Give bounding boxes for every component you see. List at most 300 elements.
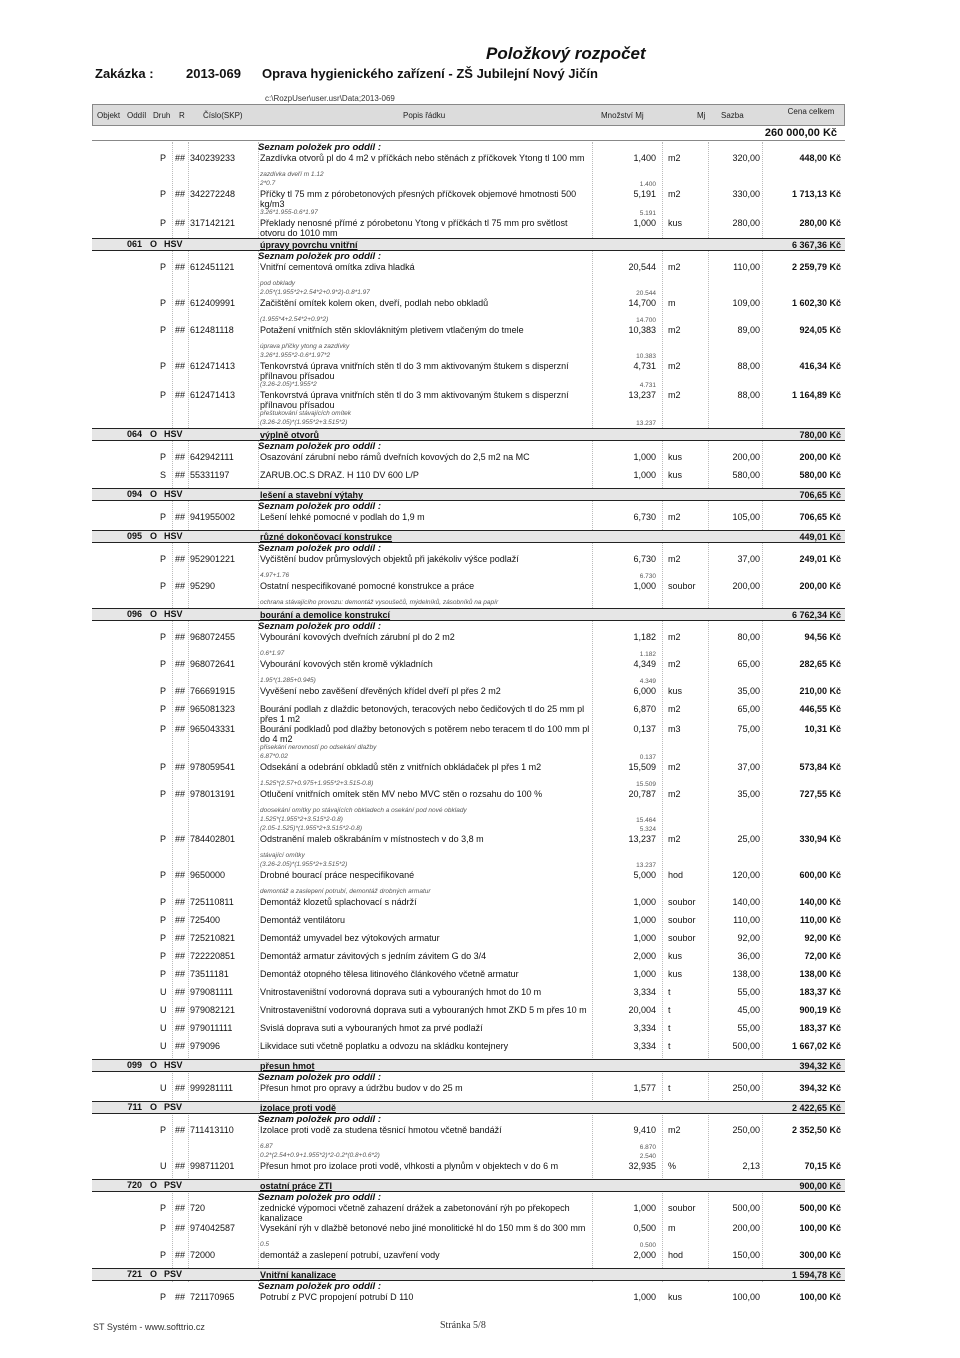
calc-row — [92, 650, 845, 659]
calc-note: přisekání nerovností po odsekání dlažby — [260, 744, 377, 751]
col-mnozstvi: Množství Mj — [601, 111, 644, 120]
calc-quantity: 13.237 — [636, 862, 656, 869]
row-mark: ## — [175, 933, 186, 943]
row-mark: ## — [175, 969, 186, 979]
row-rate: 200,00 — [732, 581, 760, 591]
section-total: 449,01 Kč — [799, 532, 841, 542]
row-mark: ## — [175, 1223, 186, 1233]
row-code: 73511181 — [190, 969, 229, 979]
table-row — [92, 724, 845, 744]
row-mark: ## — [175, 659, 186, 669]
calc-row — [92, 381, 845, 390]
row-unit: m2 — [668, 762, 681, 772]
row-quantity: 20,004 — [628, 1005, 656, 1015]
row-type: P — [160, 390, 167, 400]
row-quantity: 4,349 — [633, 659, 656, 669]
row-description: Překlady nenosné přímé z pórobetonu Ytong v příčkách tl 75 mm pro světlost otvoru do 1010 mm — [260, 218, 568, 238]
row-code: 999281111 — [190, 1083, 234, 1093]
col-cislo: Číslo(SKP) — [203, 111, 243, 120]
section-code: 711 — [127, 1102, 142, 1112]
row-unit: m2 — [668, 704, 681, 714]
row-code: 725210821 — [190, 933, 236, 943]
row-quantity: 32,935 — [628, 1161, 656, 1171]
row-code: 612471413 — [190, 390, 236, 400]
calc-quantity: 15.464 — [636, 817, 656, 824]
calc-quantity: 10.383 — [636, 353, 656, 360]
grand-total: 260 000,00 Kč — [764, 127, 837, 139]
row-quantity: 15,509 — [628, 762, 656, 772]
row-code: 317142121 — [190, 218, 236, 228]
row-type: P — [160, 789, 167, 799]
calc-note: (1.955*4+2.54*2+0.9*2) — [260, 316, 329, 323]
row-unit: m2 — [668, 659, 681, 669]
calc-quantity: 1.400 — [639, 181, 656, 188]
row-code: 979096 — [190, 1041, 221, 1051]
table-row — [92, 361, 845, 381]
row-price: 138,00 Kč — [799, 969, 841, 979]
row-description: Bourání podlah z dlaždic betonových, teracových nebo čedičových tl do 25 mm pl přes 1 m2 — [260, 704, 585, 724]
table-row — [92, 789, 845, 807]
row-code: 721170965 — [190, 1292, 235, 1302]
calc-quantity: 14.700 — [636, 317, 656, 324]
row-rate: 280,00 — [732, 218, 760, 228]
row-price: 1 164,89 Kč — [791, 390, 841, 400]
calc-row — [92, 180, 845, 189]
row-unit: soubor — [668, 897, 696, 907]
row-mark: ## — [175, 390, 186, 400]
row-unit: m2 — [668, 390, 681, 400]
table-row — [92, 834, 845, 852]
row-quantity: 4,731 — [633, 361, 656, 371]
table-row — [92, 153, 845, 171]
table-row — [92, 452, 845, 470]
row-quantity: 3,334 — [633, 1041, 656, 1051]
section-list-heading — [92, 501, 845, 512]
row-description: Bourání podkladů pod dlažby betonových s potěrem nebo teracem tl do 100 mm pl do 4 m2 — [260, 724, 590, 744]
row-quantity: 1,000 — [633, 969, 656, 979]
calc-row — [92, 343, 845, 352]
calc-note: doosekání omítky po stávajících obkladech a osekání pod nové obklady — [260, 807, 467, 814]
row-type: U — [160, 1083, 167, 1093]
row-mark: ## — [175, 452, 186, 462]
row-description: demontáž a zaslepení potrubí, uzavření vody — [260, 1250, 440, 1260]
row-type: U — [160, 1041, 167, 1051]
section-type: O — [150, 1180, 158, 1190]
row-price: 446,55 Kč — [799, 704, 841, 714]
row-unit: m2 — [668, 361, 681, 371]
section-type: O — [150, 429, 158, 439]
row-unit: kus — [668, 686, 683, 696]
calc-row — [92, 744, 845, 753]
row-code: 725400 — [190, 915, 221, 925]
section-row — [92, 1179, 845, 1192]
row-unit: kus — [668, 1292, 683, 1302]
row-type: P — [160, 452, 167, 462]
row-mark: ## — [175, 554, 186, 564]
row-price: 10,31 Kč — [804, 724, 841, 734]
row-rate: 89,00 — [737, 325, 760, 335]
section-total: 394,32 Kč — [799, 1061, 841, 1071]
row-mark: ## — [175, 153, 186, 163]
row-code: 612409991 — [190, 298, 236, 308]
row-rate: 200,00 — [732, 1223, 760, 1233]
row-description: Osazování zárubní nebo rámů dveřních kovových do 2,5 m2 na MC — [260, 452, 530, 462]
row-mark: ## — [175, 704, 186, 714]
section-name: ostatní práce ZTI — [260, 1181, 333, 1191]
section-list-heading — [92, 441, 845, 452]
calc-row — [92, 888, 845, 897]
row-code: 968072455 — [190, 632, 236, 642]
calc-row — [92, 1152, 845, 1161]
row-price: 394,32 Kč — [799, 1083, 841, 1093]
row-description: Drobné bourací práce nespecifikované — [260, 870, 415, 880]
row-mark: ## — [175, 1005, 186, 1015]
calc-note: přeštukování stávajících omítek — [260, 410, 352, 417]
calc-note: 3.26*1.955-0.6*1.97 — [260, 209, 318, 216]
row-type: U — [160, 987, 167, 997]
section-category: HSV — [164, 1060, 183, 1070]
row-mark: ## — [175, 581, 186, 591]
table-row — [92, 632, 845, 650]
row-quantity: 1,000 — [633, 915, 656, 925]
calc-quantity: 6.730 — [639, 573, 656, 580]
row-mark: ## — [175, 218, 186, 228]
row-price: 2 352,50 Kč — [791, 1125, 841, 1135]
row-code: 766691915 — [190, 686, 236, 696]
row-price: 2 259,79 Kč — [791, 262, 841, 272]
section-name: výplně otvorů — [260, 430, 320, 440]
section-category: HSV — [164, 531, 183, 541]
section-type: O — [150, 1269, 158, 1279]
row-description: Demontáž otopného tělesa litinového článkového včetně armatur — [260, 969, 519, 979]
section-list-heading — [92, 1281, 845, 1292]
row-quantity: 1,000 — [633, 452, 656, 462]
row-description: Lešení lehké pomocné v podlah do 1,9 m — [260, 512, 425, 522]
calc-row — [92, 316, 845, 325]
row-unit: m3 — [668, 724, 681, 734]
row-unit: hod — [668, 1250, 684, 1260]
calc-row — [92, 807, 845, 816]
row-rate: 250,00 — [732, 1083, 760, 1093]
calc-note: 6.87 — [260, 1143, 273, 1150]
section-list-title: Seznam položek pro oddíl : — [258, 1114, 381, 1125]
calc-note: 0.2*(2.54+0.9+1.955*2)*2-0.2*(0.8+0.6*2) — [260, 1152, 380, 1159]
section-total: 706,65 Kč — [799, 490, 841, 500]
table-row — [92, 987, 845, 1005]
row-quantity: 6,000 — [633, 686, 656, 696]
row-unit: % — [668, 1161, 677, 1171]
table-row — [92, 1023, 845, 1041]
row-code: 55331197 — [190, 470, 230, 480]
column-header — [92, 104, 845, 126]
row-code: 612471413 — [190, 361, 236, 371]
calc-note: (3.26-2.05)*1.955*2 — [260, 381, 317, 388]
row-rate: 75,00 — [737, 724, 760, 734]
row-quantity: 6,730 — [633, 512, 656, 522]
section-category: PSV — [164, 1102, 183, 1112]
row-unit: soubor — [668, 1203, 696, 1213]
row-type: P — [160, 686, 167, 696]
section-code: 720 — [126, 1180, 142, 1190]
table-row — [92, 897, 845, 915]
col-cena: Cena celkem — [787, 107, 835, 116]
row-rate: 2,13 — [742, 1161, 760, 1171]
table-row — [92, 659, 845, 677]
calc-note: úprava příčky ytong a zazdívky — [260, 343, 350, 350]
row-quantity: 20,787 — [628, 789, 656, 799]
row-rate: 92,00 — [737, 933, 760, 943]
row-code: 720 — [190, 1203, 206, 1213]
budget-table — [92, 142, 845, 1302]
row-mark: ## — [175, 987, 186, 997]
row-price: 924,05 Kč — [799, 325, 841, 335]
section-category: PSV — [164, 1269, 183, 1279]
calc-note: 6.87*0.02 — [260, 753, 288, 760]
row-price: 330,94 Kč — [799, 834, 841, 844]
row-quantity: 3,334 — [633, 987, 656, 997]
row-unit: kus — [668, 969, 683, 979]
section-list-title: Seznam položek pro oddíl : — [258, 441, 381, 452]
row-unit: t — [668, 1005, 671, 1015]
row-quantity: 1,000 — [633, 897, 656, 907]
row-mark: ## — [175, 325, 186, 335]
section-code: 721 — [126, 1269, 142, 1279]
row-type: U — [160, 1023, 167, 1033]
row-price: 200,00 Kč — [799, 452, 841, 462]
section-list-title: Seznam položek pro oddíl : — [258, 251, 381, 262]
calc-quantity: 0.137 — [639, 754, 656, 761]
row-quantity: 0,137 — [633, 724, 656, 734]
row-rate: 580,00 — [732, 470, 760, 480]
table-row — [92, 262, 845, 280]
row-price: 600,00 Kč — [799, 870, 841, 880]
calc-note: 2.05*(1.955*2+2.54*2+0.9*2)-0.8*1.97 — [260, 289, 370, 296]
section-list-heading — [92, 1114, 845, 1125]
table-row — [92, 704, 845, 724]
row-type: P — [160, 361, 167, 371]
row-price: 580,00 Kč — [799, 470, 841, 480]
row-rate: 35,00 — [737, 789, 760, 799]
row-price: 110,00 Kč — [799, 915, 841, 925]
row-description: Odstranění maleb oškrabáním v místnostech v do 3,8 m — [260, 834, 484, 844]
calc-note: 2*0.7 — [260, 180, 276, 187]
row-description: Demontáž ventilátoru — [260, 915, 346, 925]
calc-row — [92, 599, 845, 608]
calc-row — [92, 352, 845, 361]
row-description: Vyvěšení nebo zavěšení dřevěných křídel dveří pl přes 2 m2 — [260, 686, 501, 696]
row-price: 706,65 Kč — [799, 512, 841, 522]
row-description: Zazdívka otvorů pl do 4 m2 v příčkách nebo stěnách z příčkovek Ytong tl 100 mm — [260, 153, 585, 163]
row-description: Svislá doprava suti a vybouraných hmot za prvé podlaží — [260, 1023, 483, 1033]
col-objekt: Objekt — [97, 111, 121, 120]
row-code: 612451121 — [190, 262, 235, 272]
table-row — [92, 470, 845, 488]
calc-note: 3.26*1.955*2-0.6*1.97*2 — [260, 352, 331, 359]
row-rate: 138,00 — [732, 969, 760, 979]
calc-quantity: 5.324 — [639, 826, 656, 833]
row-unit: m — [668, 1223, 676, 1233]
calc-quantity: 4.731 — [639, 382, 656, 389]
zakazka-number: 2013-069 — [186, 66, 241, 81]
row-unit: kus — [668, 951, 683, 961]
row-price: 94,56 Kč — [804, 632, 841, 642]
section-row — [92, 1268, 845, 1281]
row-type: P — [160, 632, 167, 642]
row-mark: ## — [175, 1203, 186, 1213]
row-price: 72,00 Kč — [804, 951, 841, 961]
row-unit: m2 — [668, 1125, 681, 1135]
row-type: P — [160, 554, 167, 564]
row-rate: 35,00 — [737, 686, 760, 696]
row-description: Příčky tl 75 mm z pórobetonových přesných příčkovek objemové hmotnosti 500 kg/m3 — [260, 189, 577, 209]
row-price: 900,19 Kč — [799, 1005, 841, 1015]
table-row — [92, 554, 845, 572]
row-type: P — [160, 834, 167, 844]
section-code: 064 — [126, 429, 142, 439]
row-mark: ## — [175, 1161, 186, 1171]
row-code: 711413110 — [190, 1125, 234, 1135]
calc-note: (3.26-2.05)*(1.955*2+3.515*2) — [260, 419, 348, 426]
row-rate: 65,00 — [737, 704, 760, 714]
row-mark: ## — [175, 632, 186, 642]
row-quantity: 9,410 — [633, 1125, 656, 1135]
row-quantity: 1,000 — [633, 470, 656, 480]
row-code: 965043331 — [190, 724, 236, 734]
row-type: P — [160, 951, 167, 961]
row-unit: kus — [668, 452, 683, 462]
row-type: S — [160, 470, 167, 480]
row-unit: soubor — [668, 933, 696, 943]
row-description: Potažení vnitřních stěn sklovláknitým pletivem vtlačeným do tmele — [260, 325, 524, 335]
section-list-heading — [92, 621, 845, 632]
calc-note: 1.95*(1.285+0.945) — [260, 677, 316, 684]
row-rate: 100,00 — [732, 1292, 760, 1302]
calc-row — [92, 572, 845, 581]
row-mark: ## — [175, 789, 186, 799]
row-price: 249,01 Kč — [799, 554, 841, 564]
row-rate: 36,00 — [737, 951, 760, 961]
row-price: 1 667,02 Kč — [791, 1041, 841, 1051]
row-mark: ## — [175, 870, 186, 880]
row-description: Potrubí z PVC propojení potrubí D 110 — [260, 1292, 414, 1302]
section-list-heading — [92, 251, 845, 262]
row-price: 300,00 Kč — [799, 1250, 841, 1260]
section-row — [92, 428, 845, 441]
row-quantity: 1,400 — [633, 153, 656, 163]
row-quantity: 13,237 — [628, 390, 656, 400]
row-price: 500,00 Kč — [799, 1203, 841, 1213]
row-quantity: 10,383 — [628, 325, 656, 335]
row-mark: ## — [175, 951, 186, 961]
table-row — [92, 512, 845, 530]
row-type: P — [160, 933, 167, 943]
section-list-title: Seznam položek pro oddíl : — [258, 621, 381, 632]
row-unit: t — [668, 1041, 671, 1051]
section-category: HSV — [164, 489, 183, 499]
row-rate: 37,00 — [737, 554, 760, 564]
page-header — [0, 0, 960, 92]
row-type: P — [160, 870, 167, 880]
section-category: HSV — [164, 609, 183, 619]
row-price: 210,00 Kč — [799, 686, 841, 696]
row-type: P — [160, 512, 167, 522]
row-description: ZARUB.OC.S DRAZ. H 110 DV 600 L/P — [260, 470, 419, 480]
section-name: různé dokončovací konstrukce — [260, 532, 393, 542]
row-rate: 500,00 — [732, 1203, 760, 1213]
table-row — [92, 915, 845, 933]
row-unit: t — [668, 1023, 671, 1033]
row-code: 978013191 — [190, 789, 236, 799]
row-quantity: 3,334 — [633, 1023, 656, 1033]
section-name: úpravy povrchu vnitřní — [260, 240, 358, 250]
table-row — [92, 390, 845, 410]
section-category: HSV — [164, 429, 183, 439]
row-code: 978059541 — [190, 762, 236, 772]
section-row — [92, 488, 845, 501]
section-name: bourání a demolice konstrukcí — [260, 610, 391, 620]
row-code: 998711201 — [190, 1161, 235, 1171]
section-total: 6 762,34 Kč — [791, 610, 841, 620]
row-code: 340239233 — [190, 153, 236, 163]
calc-row — [92, 280, 845, 289]
row-mark: ## — [175, 915, 186, 925]
section-name: izolace proti vodě — [260, 1103, 337, 1113]
row-unit: soubor — [668, 915, 696, 925]
footer-page-number: Stránka 5/8 — [440, 1320, 486, 1331]
section-code: 096 — [126, 609, 142, 619]
row-mark: ## — [175, 1023, 186, 1033]
row-unit: t — [668, 987, 671, 997]
col-sazba: Sazba — [721, 111, 744, 120]
section-total: 780,00 Kč — [799, 430, 841, 440]
row-type: P — [160, 969, 167, 979]
row-unit: m2 — [668, 512, 681, 522]
table-row — [92, 1005, 845, 1023]
row-rate: 110,00 — [733, 262, 760, 272]
row-description: Odsekání a odebrání obkladů stěn z vnitřních obkládaček pl přes 1 m2 — [260, 762, 542, 772]
row-price: 200,00 Kč — [799, 581, 841, 591]
row-type: P — [160, 915, 167, 925]
row-type: P — [160, 704, 167, 714]
page-title: Položkový rozpočet — [486, 44, 646, 63]
col-popis: Popis řádku — [403, 111, 446, 120]
row-code: 95290 — [190, 581, 216, 591]
row-type: P — [160, 724, 167, 734]
section-type: O — [150, 239, 158, 249]
calc-row — [92, 780, 845, 789]
calc-row — [92, 209, 845, 218]
col-oddil: Oddíl — [127, 111, 147, 120]
row-type: P — [160, 189, 167, 199]
table-row — [92, 870, 845, 888]
row-mark: ## — [175, 512, 186, 522]
section-list-heading — [92, 142, 845, 153]
calc-note: 0.5 — [260, 1241, 270, 1248]
row-price: 573,84 Kč — [799, 762, 841, 772]
row-description: Tenkovrstvá úprava vnitřních stěn tl do 3 mm aktivovaným štukem s disperzní přílnavou přísadou — [260, 361, 569, 381]
calc-row — [92, 289, 845, 298]
row-code: 784402801 — [190, 834, 236, 844]
row-price: 416,34 Kč — [799, 361, 841, 371]
row-rate: 25,00 — [737, 834, 760, 844]
row-type: P — [160, 153, 167, 163]
row-type: P — [160, 659, 167, 669]
calc-quantity: 13.237 — [636, 420, 656, 427]
row-code: 974042587 — [190, 1223, 236, 1233]
row-type: U — [160, 1005, 167, 1015]
row-mark: ## — [175, 361, 186, 371]
row-price: 100,00 Kč — [799, 1292, 841, 1302]
